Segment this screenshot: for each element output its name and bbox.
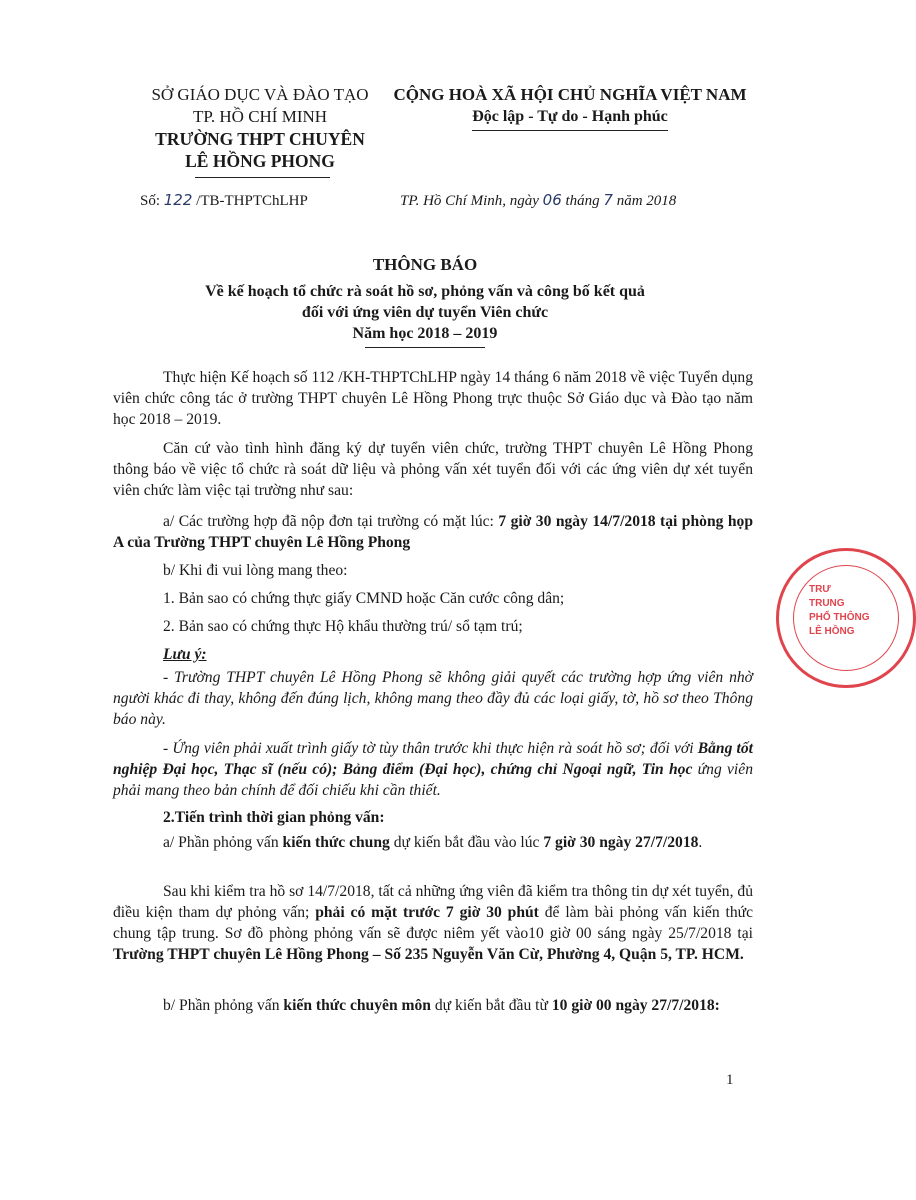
interview-specialty-time: 10 giờ 00 ngày 27/7/2018: (551, 997, 720, 1014)
interview-general-topic: kiến thức chung (282, 834, 390, 851)
issuer-underline (195, 177, 330, 178)
paragraph-after-review (113, 881, 753, 965)
school-name-line2: LÊ HỒNG PHONG (185, 151, 335, 171)
school-name-line1: TRƯỜNG THPT CHUYÊN (155, 129, 365, 149)
seal-line-2: TRUNG (809, 598, 845, 609)
paragraph-item-a (113, 511, 753, 553)
note-2-documents: Bằng tốt nghiệp Đại học, Thạc sĩ (nếu có); Bảng điểm (Đại học), chứng chỉ Ngoại ngữ, Tin học (113, 740, 753, 778)
note-2 (113, 738, 753, 801)
title-underline (365, 347, 485, 348)
page-number: 1 (726, 1072, 734, 1088)
after-review-address: Trường THPT chuyên Lê Hồng Phong – Số 235 Nguyễn Văn Cừ, Phường 4, Quận 5, TP. HCM. (113, 946, 744, 963)
date-day: 06 (542, 191, 562, 209)
document-number (140, 191, 308, 210)
required-doc-1: 1. Bản sao có chứng thực giấy CMND hoặc Căn cước công dân; (163, 590, 565, 607)
paragraph-item-b: b/ Khi đi vui lòng mang theo: (163, 562, 348, 579)
note-1: - Trường THPT chuyên Lê Hồng Phong sẽ không giải quyết các trường hợp ứng viên nhờ người khác đi thay, không đến đúng lịch, không mang theo đầy đủ các loại giấy, tờ, hồ sơ theo Thông báo này. (113, 669, 753, 728)
paragraph-interview-specialty (113, 995, 753, 1016)
city-name: TP. HỒ CHÍ MINH (192, 107, 328, 126)
note-label: Lưu ý: (163, 646, 207, 663)
after-review-deadline: phải có mặt trước 7 giờ 30 phút (315, 904, 539, 921)
interview-general-text-3: . (698, 834, 703, 851)
note-2-text-a: - Ứng viên phải xuất trình giấy tờ tùy thân trước khi thực hiện rà soát hồ sơ; đối với (163, 740, 698, 757)
document-title: THÔNG BÁO (372, 255, 478, 274)
section-2-heading: 2.Tiến trình thời gian phỏng vấn: (163, 809, 385, 826)
seal-line-1: TRƯ (809, 584, 831, 595)
interview-specialty-topic: kiến thức chuyên môn (283, 997, 431, 1014)
doc-no-suffix: /TB-THPTChLHP (196, 193, 308, 209)
interview-general-time: 7 giờ 30 ngày 27/7/2018 (543, 834, 699, 851)
doc-no-prefix: Số: (140, 193, 161, 209)
paragraph-basis: Căn cứ vào tình hình đăng ký dự tuyển viên chức, trường THPT chuyên Lê Hồng Phong thông báo về việc tổ chức rà soát dữ liệu và phỏng vấn xét tuyển đối với các ứng viên dự xét tuyển viên chức làm việc tại trường như sau: (113, 440, 753, 499)
date-prefix: TP. Hồ Chí Minh, ngày (400, 193, 539, 209)
required-doc-2: 2. Bản sao có chứng thực Hộ khẩu thường trú/ sổ tạm trú; (163, 618, 523, 635)
nation-motto: Độc lập - Tự do - Hạnh phúc (472, 108, 668, 125)
date-month-label: tháng (565, 193, 600, 209)
item-a-schedule: 7 giờ 30 ngày 14/7/2018 tại phòng họp A của Trường THPT chuyên Lê Hồng Phong (113, 513, 753, 551)
seal-text (809, 583, 870, 639)
subtitle-line2: đối với ứng viên dự tuyển Viên chức (301, 304, 549, 321)
motto-underline (472, 130, 668, 131)
issuer-block (110, 84, 410, 172)
paragraph-implementation: Thực hiện Kế hoạch số 112 /KH-THPTChLHP ngày 14 tháng 6 năm 2018 về việc Tuyển dụng viên chức công tác ở trường THPT chuyên Lê Hồng Phong trực thuộc Sở Giáo dục và Đào tạo năm học 2018 – 2019. (113, 369, 753, 428)
doc-no-handwritten: 122 (163, 191, 193, 209)
paragraph-interview-general (113, 832, 753, 853)
interview-general-text-1: a/ Phần phỏng vấn (163, 834, 283, 851)
note-2-text-c: ứng viên phải mang theo bản chính để đối chiếu khi cần thiết. (113, 761, 753, 799)
agency-name: SỞ GIÁO DỤC VÀ ĐÀO TẠO (151, 85, 369, 104)
nation-block (370, 84, 770, 128)
document-subtitle (120, 281, 730, 344)
seal-line-4: LÊ HỒNG (809, 626, 855, 637)
interview-specialty-text-1: b/ Phần phỏng vấn (163, 997, 284, 1014)
interview-general-text-2: dự kiến bắt đầu vào lúc (389, 834, 544, 851)
interview-specialty-text-2: dự kiến bắt đầu từ (430, 997, 552, 1014)
nation-name: CỘNG HOÀ XÃ HỘI CHỦ NGHĨA VIỆT NAM (393, 85, 747, 104)
date-month: 7 (603, 191, 613, 209)
subtitle-line3: Năm học 2018 – 2019 (352, 325, 498, 342)
seal-line-3: PHỔ THÔNG (809, 612, 870, 623)
official-seal-stamp (776, 548, 916, 688)
date-year: năm 2018 (616, 193, 677, 209)
subtitle-line1: Về kế hoạch tổ chức rà soát hồ sơ, phỏng vấn và công bố kết quả (205, 283, 645, 300)
item-a-text: a/ Các trường hợp đã nộp đơn tại trường có mặt lúc: (163, 513, 499, 530)
after-review-text-1: Sau khi kiểm tra hồ sơ 14/7/2018, tất cả những ứng viên đã kiểm tra thông tin dự xét tuyển, đủ điều kiện tham dự phỏng vấn; (113, 883, 753, 921)
document-date (400, 191, 676, 210)
after-review-text-2: để làm bài phỏng vấn kiến thức chung tập trung. Sơ đồ phòng phỏng vấn sẽ được niêm yết vào10 giờ 00 sáng ngày 25/7/2018 tại (113, 904, 754, 942)
